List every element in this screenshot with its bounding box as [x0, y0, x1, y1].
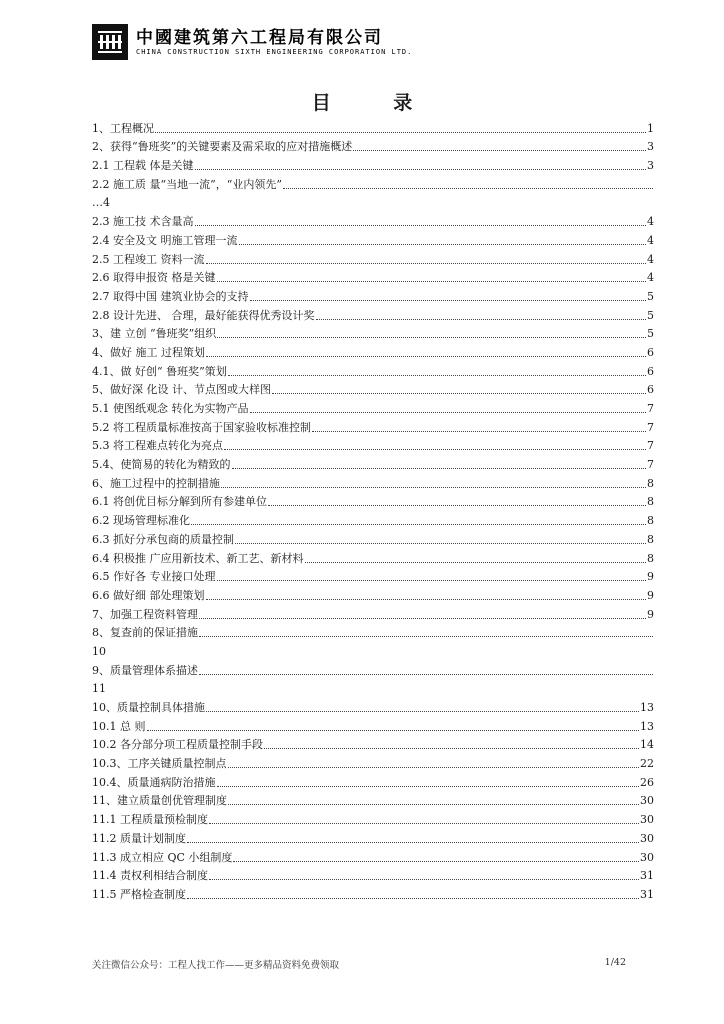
toc-entry-page: 9: [647, 607, 654, 621]
toc-entry-label: 2.8 设计先进、 合理，最好能获得优秀设计奖: [92, 308, 315, 322]
toc-entry-page: 8: [647, 532, 654, 546]
toc-entry[interactable]: [92, 360, 654, 379]
toc-entry[interactable]: [92, 323, 654, 342]
toc-entry-label: 2.5 工程竣工 资料一流: [92, 252, 205, 266]
toc-entry[interactable]: [92, 136, 654, 155]
toc-dot-leader: [224, 448, 646, 450]
toc-entry-page: 10: [92, 644, 106, 658]
toc-entry-page: 3: [647, 159, 654, 173]
toc-entry-page: 9: [647, 588, 654, 602]
toc-dot-leader: [283, 187, 653, 189]
toc-entry[interactable]: [92, 827, 654, 846]
toc-entry-page-wrapped: [92, 192, 654, 211]
toc-entry[interactable]: [92, 752, 654, 771]
toc-entry-label: 5.2 将工程质量标准按高于国家验收标准控制: [92, 420, 311, 434]
toc-dot-leader: [353, 149, 646, 151]
toc-entry-page: 7: [647, 420, 654, 434]
toc-entry[interactable]: [92, 453, 654, 472]
toc-entry-page: 3: [647, 140, 654, 154]
toc-entry[interactable]: [92, 603, 654, 622]
toc-dot-leader: [250, 299, 647, 301]
toc-entry[interactable]: [92, 584, 654, 603]
toc-entry-page: 31: [640, 869, 654, 883]
toc-entry-label: 11.4 责权利相结合制度: [92, 869, 208, 883]
toc-entry-label: 11.1 工程质量预检制度: [92, 813, 208, 827]
toc-entry-label: 6.2 现场管理标准化: [92, 514, 190, 528]
toc-entry[interactable]: [92, 379, 654, 398]
toc-entry-page: 13: [640, 719, 654, 733]
toc-entry[interactable]: [92, 341, 654, 360]
toc-dot-leader: [206, 262, 647, 264]
toc-dot-leader: [264, 747, 639, 749]
toc-entry-label: 11、建立质量创优管理制度: [92, 794, 227, 808]
toc-entry-page: 11: [92, 682, 106, 696]
company-name-cn: 中國建筑第六工程局有限公司: [136, 28, 383, 48]
toc-dot-leader: [235, 542, 646, 544]
toc-entry-page: 4: [647, 215, 654, 229]
toc-entry-page: 26: [640, 775, 654, 789]
toc-entry-page: 13: [640, 701, 654, 714]
toc-dot-leader: [250, 411, 647, 413]
toc-entry-page: 31: [640, 887, 654, 901]
toc-dot-leader: [305, 561, 647, 563]
toc-entry-label: 6.6 做好细 部处理策划: [92, 588, 205, 602]
toc-entry-label: 10、质量控制具体措施: [92, 701, 205, 714]
toc-entry-label: 4、做好 施工 过程策划: [92, 345, 205, 359]
toc-dot-leader: [316, 318, 647, 320]
page-number: 1/42: [604, 957, 626, 968]
toc-entry-label: 2.7 取得中国 建筑业协会的支持: [92, 289, 249, 303]
toc-entry[interactable]: [92, 808, 654, 827]
toc-dot-leader: [272, 392, 646, 394]
toc-entry[interactable]: [92, 622, 654, 641]
toc-entry-label: 5、做好深 化设 计、节点图或大样图: [92, 383, 271, 397]
toc-dot-leader: [221, 486, 646, 488]
toc-entry-page: 4: [647, 252, 654, 266]
toc-entry-page-wrapped: [92, 640, 654, 659]
toc-dot-leader: [199, 617, 646, 619]
company-logo-icon: [92, 24, 128, 60]
toc-entry-label: 2.3 施工技 术含量高: [92, 215, 194, 229]
toc-entry[interactable]: [92, 229, 654, 248]
toc-entry-label: 7、加强工程资料管理: [92, 607, 198, 621]
toc-entry-page: 6: [647, 345, 654, 359]
page-footer: [92, 957, 654, 971]
toc-entry-page: 8: [647, 495, 654, 509]
toc-dot-leader: [209, 822, 639, 824]
toc-entry-label: 11.3 成立相应 QC 小组制度: [92, 850, 233, 864]
toc-entry[interactable]: [92, 715, 654, 734]
toc-entry-page: 6: [647, 383, 654, 397]
toc-entry[interactable]: [92, 154, 654, 173]
toc-entry-label: 2、获得“鲁班奖”的关键要素及需采取的应对措施概述: [92, 140, 353, 154]
toc-entry-page: 7: [647, 458, 654, 472]
toc-entry-label: 8、复查前的保证措施: [92, 626, 198, 640]
toc-entry-label: 5.3 将工程难点转化为亮点: [92, 439, 223, 453]
toc-dot-leader: [228, 803, 639, 805]
toc-entry-label: 10.4、质量通病防治措施: [92, 775, 216, 789]
toc-entry[interactable]: [92, 285, 654, 304]
toc-entry-page: 22: [640, 757, 654, 771]
toc-dot-leader: [206, 710, 639, 712]
toc-entry-label: 6.5 作好各 专业接口处理: [92, 570, 216, 584]
toc-entry-page: 4: [103, 196, 110, 210]
toc-entry-label: 11.2 质量计划制度: [92, 831, 186, 845]
toc-dot-leader: [217, 785, 640, 787]
toc-dot-leader: [268, 504, 646, 506]
toc-dot-leader: [191, 523, 646, 525]
toc-entry-page: 6: [647, 364, 654, 378]
toc-entry[interactable]: [92, 117, 654, 136]
toc-dot-leader: [155, 131, 646, 133]
toc-entry-page: 9: [647, 570, 654, 584]
toc-entry-label: 5.4、使简易的转化为精致的: [92, 458, 231, 472]
toc-entry[interactable]: [92, 397, 654, 416]
toc-dot-leader: [217, 336, 646, 338]
toc-entry-label: 11.5 严格检查制度: [92, 887, 186, 901]
toc-entry[interactable]: [92, 771, 654, 790]
toc-entry-page: 5: [647, 327, 654, 341]
toc-entry-page: 8: [647, 476, 654, 490]
toc-entry[interactable]: [92, 435, 654, 454]
toc-entry-page: 4: [647, 233, 654, 247]
toc-entry-page: 7: [647, 439, 654, 453]
toc-dot-leader: [187, 841, 639, 843]
toc-entry-page: 14: [640, 738, 654, 752]
toc-dot-leader: [195, 168, 647, 170]
toc-entry-label: 6、施工过程中的控制措施: [92, 476, 220, 490]
toc-entry[interactable]: [92, 472, 654, 491]
toc-entry-label: 2.2 施工质 量“当地一流”，“业内领先”: [92, 177, 282, 191]
toc-entry[interactable]: [92, 865, 654, 884]
toc-dot-leader: [147, 729, 640, 731]
toc-entry-label: 2.1 工程载 体是关键: [92, 159, 194, 173]
toc-entry-label: 10.1 总 则: [92, 719, 146, 733]
toc-entry-page: 7: [647, 402, 654, 415]
toc-entry-page: 30: [640, 813, 654, 827]
toc-entry-label: 10.3、工序关键质量控制点: [92, 757, 227, 771]
toc-entry[interactable]: [92, 696, 654, 715]
toc-dot-leader: [209, 878, 639, 880]
toc-entry[interactable]: [92, 210, 654, 229]
table-of-contents: [92, 117, 654, 902]
toc-entry-page: 30: [640, 794, 654, 808]
toc-entry[interactable]: [92, 883, 654, 902]
toc-entry-label: 2.4 安全及文 明施工管理一流: [92, 233, 238, 247]
toc-entry-page: 5: [647, 308, 654, 322]
toc-dot-leader: [239, 243, 647, 245]
toc-entry-label: 6.3 抓好分承包商的质量控制: [92, 532, 234, 546]
toc-entry[interactable]: [92, 659, 654, 678]
page-title: 目 录: [311, 92, 441, 114]
toc-entry[interactable]: [92, 528, 654, 547]
toc-dot-leader: [233, 860, 639, 862]
toc-entry-label: 3、建 立创 “鲁班奖”组织: [92, 327, 217, 341]
toc-entry[interactable]: [92, 267, 654, 286]
toc-entry[interactable]: [92, 566, 654, 585]
toc-entry-page: 4: [647, 271, 654, 285]
toc-dot-leader: [199, 673, 653, 675]
toc-entry[interactable]: [92, 491, 654, 510]
toc-entry[interactable]: [92, 547, 654, 566]
toc-entry-page: 30: [640, 831, 654, 845]
toc-entry-page: 8: [647, 514, 654, 528]
toc-dot-leader: [312, 430, 646, 432]
toc-entry-label: 10.2 各分部分项工程质量控制手段: [92, 738, 263, 752]
toc-entry[interactable]: [92, 248, 654, 267]
toc-entry-label: 1、工程概况: [92, 121, 154, 135]
toc-entry-label: 5.1 使图纸观念 转化为实物产品: [92, 402, 249, 415]
toc-entry-label: 2.6 取得申报资 格是关键: [92, 271, 216, 285]
toc-entry[interactable]: [92, 846, 654, 865]
toc-dot-leader: [228, 374, 646, 376]
toc-dot-leader: [228, 766, 640, 768]
toc-entry[interactable]: [92, 173, 654, 192]
toc-dot-leader: …: [92, 196, 103, 210]
footer-note: 关注微信公众号：工程人找工作——更多精品资料免费领取: [92, 960, 340, 971]
toc-dot-leader: [217, 579, 647, 581]
toc-entry-label: 6.1 将创优目标分解到所有参建单位: [92, 495, 267, 509]
document-header: [92, 22, 692, 64]
company-name-en: CHINA CONSTRUCTION SIXTH ENGINEERING CORPORATION LTD.: [136, 48, 413, 56]
toc-entry[interactable]: [92, 416, 654, 435]
toc-dot-leader: [217, 280, 647, 282]
toc-entry-label: 9、质量管理体系描述: [92, 663, 198, 677]
toc-dot-leader: [187, 897, 639, 899]
toc-entry-page: 8: [647, 551, 654, 565]
toc-entry-page-wrapped: [92, 678, 654, 697]
toc-entry[interactable]: [92, 509, 654, 528]
toc-entry[interactable]: [92, 734, 654, 753]
toc-dot-leader: [206, 598, 647, 600]
toc-entry-label: 6.4 积极推 广应用新技术、新工艺、新材料: [92, 551, 304, 565]
toc-entry-page: 30: [640, 850, 654, 864]
toc-entry-page: 1: [647, 121, 654, 135]
toc-dot-leader: [232, 467, 647, 469]
toc-entry[interactable]: [92, 304, 654, 323]
toc-entry-label: 4.1、做 好创“ 鲁班奖”策划: [92, 364, 227, 378]
toc-dot-leader: [206, 355, 646, 357]
toc-dot-leader: [199, 635, 653, 637]
toc-dot-leader: [195, 224, 647, 226]
toc-entry[interactable]: [92, 790, 654, 809]
toc-entry-page: 5: [647, 289, 654, 303]
